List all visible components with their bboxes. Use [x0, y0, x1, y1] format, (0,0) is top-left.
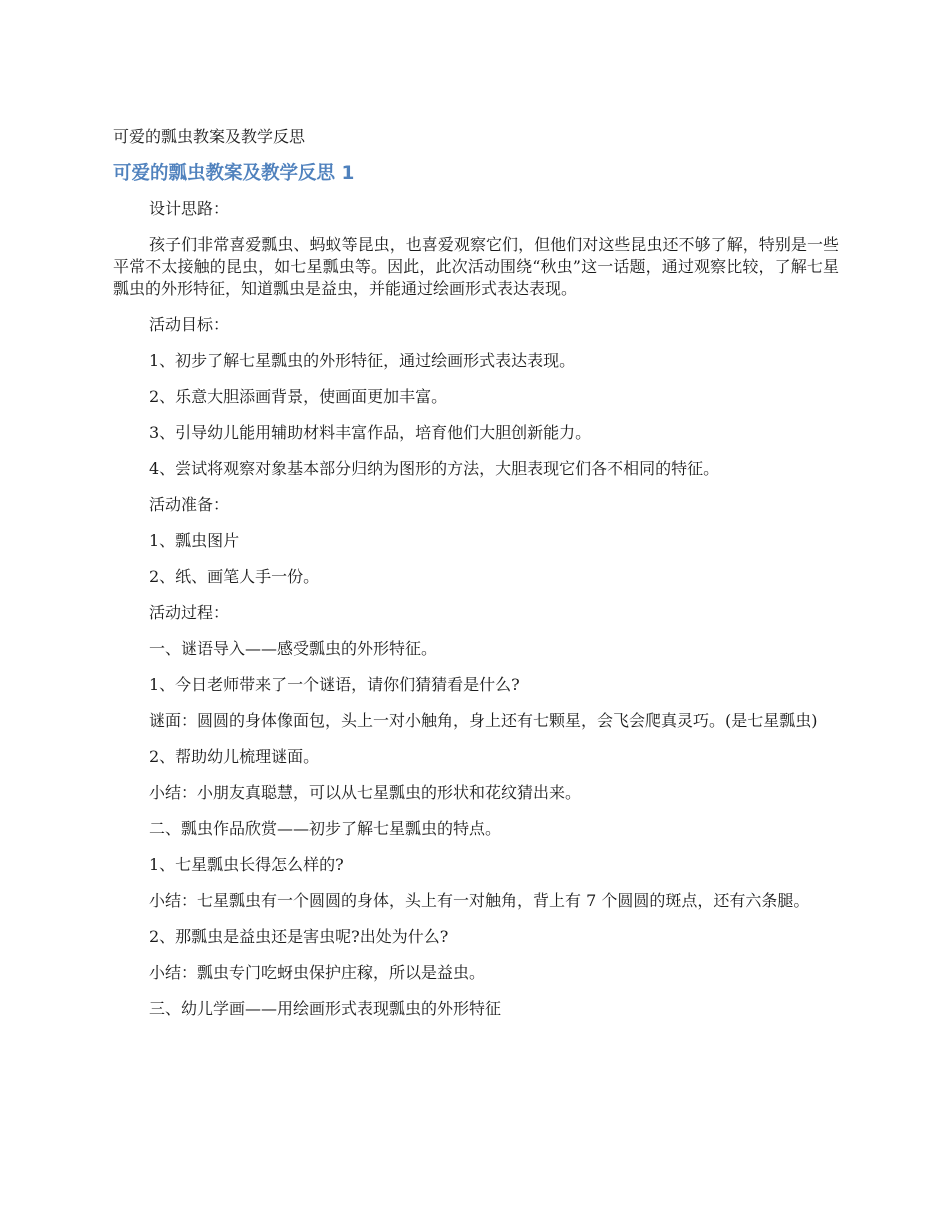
paragraph-summary-1: 小结：小朋友真聪慧，可以从七星瓢虫的形状和花纹猜出来。	[149, 783, 582, 802]
paragraph-summary-3: 小结：瓢虫专门吃蚜虫保护庄稼，所以是益虫。	[149, 963, 486, 982]
paragraph-question-2: 2、那瓢虫是益虫还是害虫呢?出处为什么?	[149, 927, 449, 946]
paragraph-preparation-2: 2、纸、画笔人手一份。	[149, 567, 320, 586]
paragraph-question-1: 1、七星瓢虫长得怎么样的?	[149, 855, 344, 874]
paragraph-riddle-review: 2、帮助幼儿梳理谜面。	[149, 747, 320, 766]
paragraph-goal-2: 2、乐意大胆添画背景，使画面更加丰富。	[149, 387, 448, 406]
paragraph-process-step-2: 二、瓢虫作品欣赏——初步了解七星瓢虫的特点。	[149, 819, 502, 838]
paragraph-summary-2: 小结：七星瓢虫有一个圆圆的身体，头上有一对触角，背上有 7 个圆圆的斑点，还有六条腿。	[149, 891, 810, 910]
document-page	[113, 124, 839, 1034]
paragraph-process-label: 活动过程：	[149, 603, 230, 622]
document-title: 可爱的瓢虫教案及教学反思	[113, 127, 306, 146]
paragraph-preparation-label: 活动准备：	[149, 495, 230, 514]
paragraph-goals-label: 活动目标：	[149, 315, 230, 334]
paragraph-riddle: 谜面：圆圆的身体像面包，头上一对小触角，身上还有七颗星，会飞会爬真灵巧。(是七星瓢虫)	[149, 711, 818, 730]
paragraph-goal-3: 3、引导幼儿能用辅助材料丰富作品，培育他们大胆创新能力。	[149, 423, 592, 442]
paragraph-riddle-intro: 1、今日老师带来了一个谜语，请你们猜猜看是什么?	[149, 675, 520, 694]
paragraph-process-step-3: 三、幼儿学画——用绘画形式表现瓢虫的外形特征	[149, 999, 502, 1018]
paragraph-goal-4: 4、尝试将观察对象基本部分归纳为图形的方法，大胆表现它们各不相同的特征。	[149, 459, 720, 478]
section-heading: 可爱的瓢虫教案及教学反思 1	[113, 163, 355, 184]
paragraph-preparation-1: 1、瓢虫图片	[149, 531, 240, 550]
paragraph-design-idea-label: 设计思路：	[149, 199, 230, 218]
paragraph-design-idea: 孩子们非常喜爱瓢虫、蚂蚁等昆虫，也喜爱观察它们，但他们对这些昆虫还不够了解，特别是一些平常不太接触的昆虫，如七星瓢虫等。因此，此次活动围绕“秋虫”这一话题，通过观察比较，了解七星瓢虫的外形特征，知道瓢虫是益虫，并能通过绘画形式表达表现。	[113, 235, 839, 298]
paragraph-process-step-1: 一、谜语导入——感受瓢虫的外形特征。	[149, 639, 438, 658]
paragraph-goal-1: 1、初步了解七星瓢虫的外形特征，通过绘画形式表达表现。	[149, 351, 576, 370]
